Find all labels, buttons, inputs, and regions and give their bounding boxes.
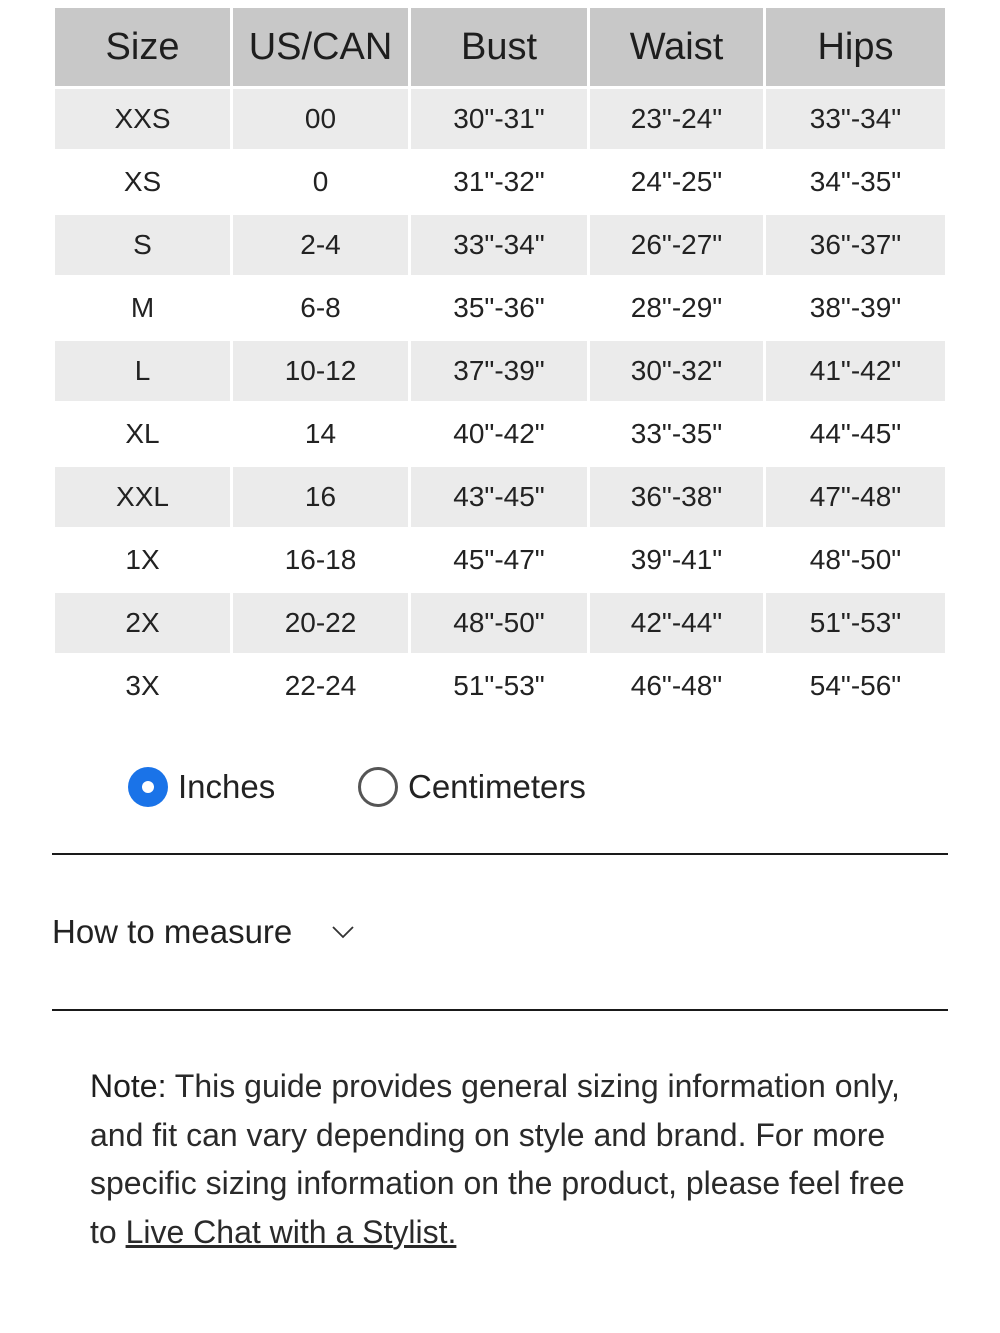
size-row bbox=[55, 404, 945, 464]
cell-bust: 45"-47" bbox=[411, 530, 587, 590]
live-chat-link[interactable]: Live Chat with a Stylist. bbox=[125, 1213, 457, 1250]
cell-size: XXS bbox=[55, 89, 230, 149]
cell-size: XS bbox=[55, 152, 230, 212]
size-row bbox=[55, 152, 945, 212]
cell-hips: 47"-48" bbox=[766, 467, 945, 527]
cell-hips: 44"-45" bbox=[766, 404, 945, 464]
cell-bust: 33"-34" bbox=[411, 215, 587, 275]
cell-waist: 28"-29" bbox=[590, 278, 763, 338]
how-to-measure-title: How to measure bbox=[52, 913, 293, 950]
note-body: This guide provides general sizing information only, and fit can vary depending on style and brand. For more specific sizing information on the product, please feel free to bbox=[90, 1068, 905, 1250]
size-row bbox=[55, 593, 945, 653]
size-chart-header bbox=[55, 8, 945, 86]
column-header-size: Size bbox=[55, 8, 230, 86]
cell-size: M bbox=[55, 278, 230, 338]
cell-waist: 39"-41" bbox=[590, 530, 763, 590]
radio-unselected-icon[interactable] bbox=[358, 767, 398, 807]
cell-size: 3X bbox=[55, 656, 230, 716]
cell-bust: 40"-42" bbox=[411, 404, 587, 464]
size-row bbox=[55, 530, 945, 590]
cell-us-can: 2-4 bbox=[233, 215, 408, 275]
cell-waist: 42"-44" bbox=[590, 593, 763, 653]
size-row bbox=[55, 656, 945, 716]
cell-hips: 51"-53" bbox=[766, 593, 945, 653]
cell-hips: 34"-35" bbox=[766, 152, 945, 212]
cell-size: L bbox=[55, 341, 230, 401]
cell-us-can: 14 bbox=[233, 404, 408, 464]
size-row bbox=[55, 467, 945, 527]
column-header-waist: Waist bbox=[590, 8, 763, 86]
note-label: Note: bbox=[90, 1068, 167, 1104]
cell-us-can: 0 bbox=[233, 152, 408, 212]
cell-us-can: 00 bbox=[233, 89, 408, 149]
cell-bust: 37"-39" bbox=[411, 341, 587, 401]
size-row bbox=[55, 341, 945, 401]
cell-hips: 48"-50" bbox=[766, 530, 945, 590]
cell-size: S bbox=[55, 215, 230, 275]
cell-hips: 36"-37" bbox=[766, 215, 945, 275]
cell-us-can: 10-12 bbox=[233, 341, 408, 401]
cell-hips: 38"-39" bbox=[766, 278, 945, 338]
cell-us-can: 16-18 bbox=[233, 530, 408, 590]
cell-hips: 33"-34" bbox=[766, 89, 945, 149]
inches-label: Inches bbox=[178, 768, 276, 805]
cell-waist: 33"-35" bbox=[590, 404, 763, 464]
centimeters-label: Centimeters bbox=[408, 768, 586, 805]
column-header-bust: Bust bbox=[411, 8, 587, 86]
sizing-note bbox=[90, 1062, 920, 1256]
cell-bust: 30"-31" bbox=[411, 89, 587, 149]
inches-radio-option[interactable] bbox=[128, 763, 275, 811]
cell-us-can: 20-22 bbox=[233, 593, 408, 653]
cell-us-can: 6-8 bbox=[233, 278, 408, 338]
header-row bbox=[55, 8, 945, 86]
bottom-divider bbox=[52, 1009, 948, 1011]
size-chart-body bbox=[55, 89, 945, 716]
cell-bust: 31"-32" bbox=[411, 152, 587, 212]
cell-waist: 30"-32" bbox=[590, 341, 763, 401]
top-divider bbox=[52, 853, 948, 855]
cell-bust: 51"-53" bbox=[411, 656, 587, 716]
cell-us-can: 22-24 bbox=[233, 656, 408, 716]
cell-waist: 46"-48" bbox=[590, 656, 763, 716]
cell-bust: 35"-36" bbox=[411, 278, 587, 338]
cell-hips: 41"-42" bbox=[766, 341, 945, 401]
cell-us-can: 16 bbox=[233, 467, 408, 527]
how-to-measure-accordion[interactable] bbox=[52, 905, 354, 959]
column-header-hips: Hips bbox=[766, 8, 945, 86]
cell-size: XL bbox=[55, 404, 230, 464]
cell-size: XXL bbox=[55, 467, 230, 527]
size-row bbox=[55, 278, 945, 338]
cell-hips: 54"-56" bbox=[766, 656, 945, 716]
size-row bbox=[55, 89, 945, 149]
cell-bust: 43"-45" bbox=[411, 467, 587, 527]
cell-size: 1X bbox=[55, 530, 230, 590]
cell-waist: 24"-25" bbox=[590, 152, 763, 212]
cell-waist: 26"-27" bbox=[590, 215, 763, 275]
cell-bust: 48"-50" bbox=[411, 593, 587, 653]
radio-selected-icon[interactable] bbox=[128, 767, 168, 807]
size-row bbox=[55, 215, 945, 275]
chevron-down-icon[interactable] bbox=[332, 925, 354, 939]
cell-waist: 23"-24" bbox=[590, 89, 763, 149]
cell-waist: 36"-38" bbox=[590, 467, 763, 527]
size-chart-table bbox=[52, 5, 948, 719]
cell-size: 2X bbox=[55, 593, 230, 653]
centimeters-radio-option[interactable] bbox=[358, 763, 586, 811]
column-header-us-can: US/CAN bbox=[233, 8, 408, 86]
